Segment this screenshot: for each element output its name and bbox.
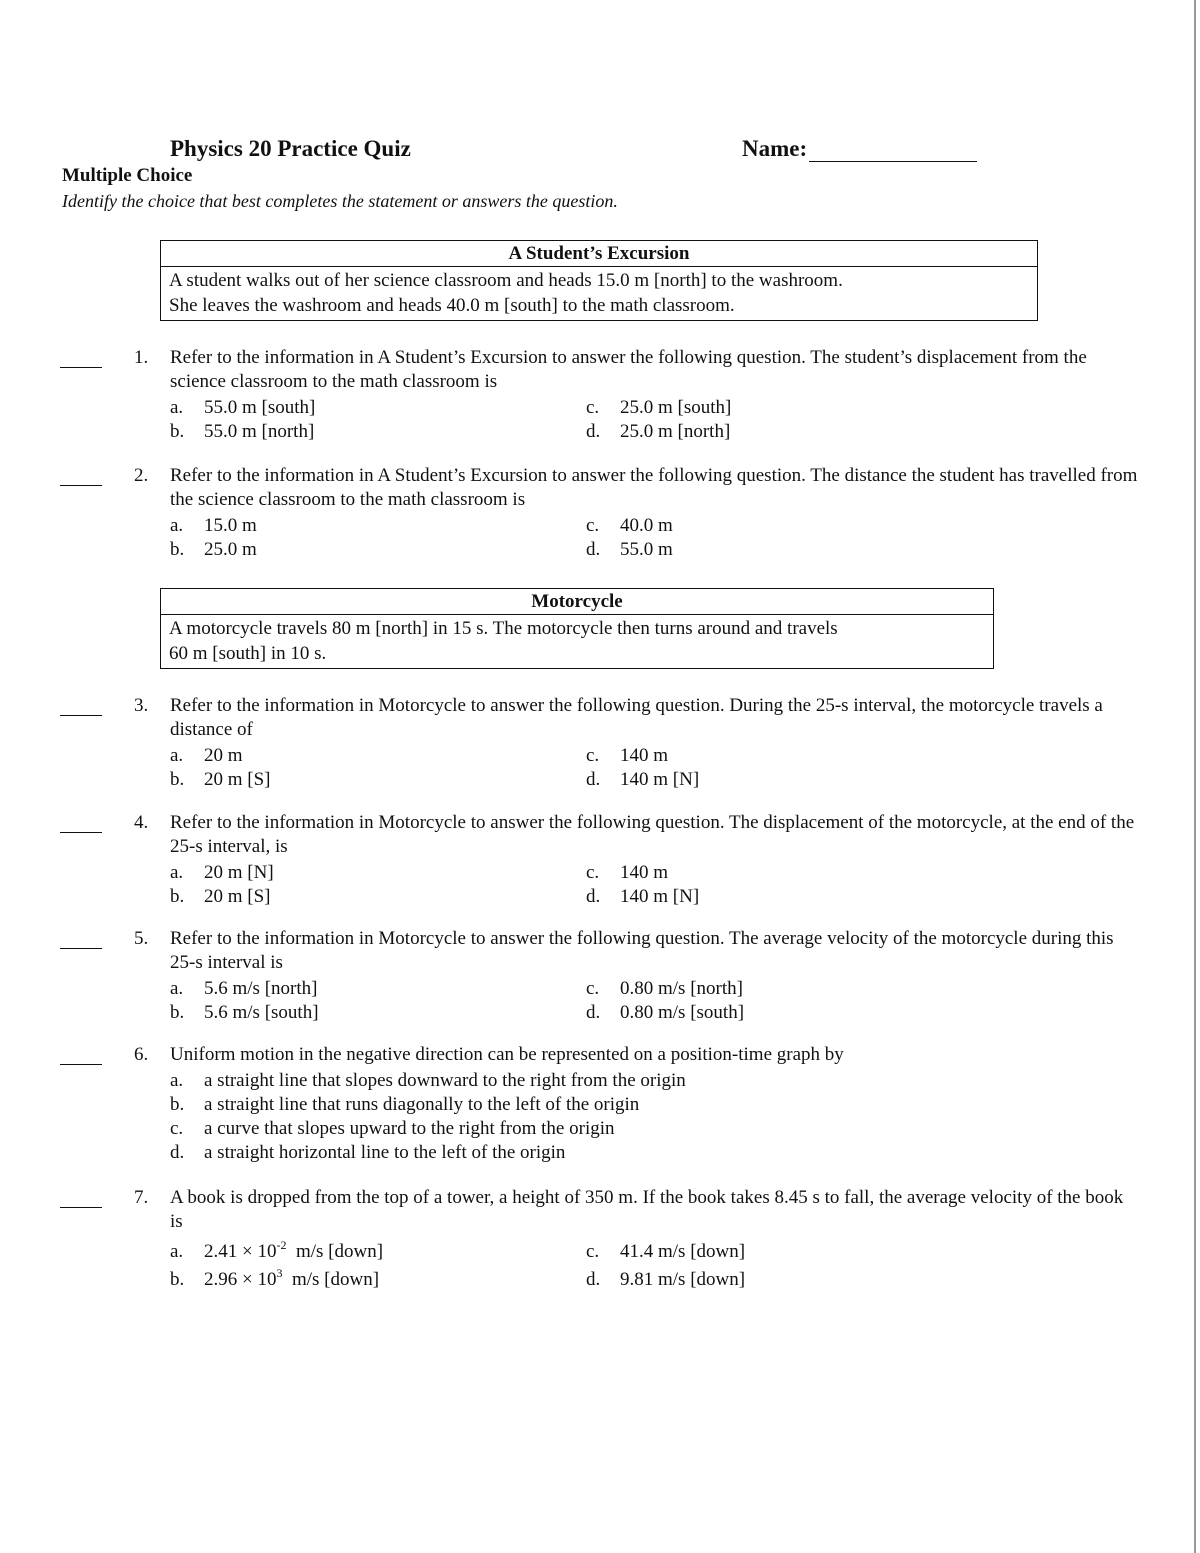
question-number: 5.: [134, 928, 149, 949]
name-field: [742, 136, 977, 162]
answer-blank[interactable]: [60, 367, 102, 368]
section-heading: Multiple Choice: [62, 165, 193, 186]
option-d[interactable]: d. 25.0 m [north]: [586, 421, 731, 442]
excursion-title: A Student’s Excursion: [161, 241, 1037, 267]
question-number: 1.: [134, 347, 149, 368]
instructions: Identify the choice that best completes the statement or answers the question.: [62, 191, 618, 211]
question-stem: Refer to the information in Motorcycle to answer the following question. During the 25-s interval, the motorcycle travels a distance of: [170, 695, 1103, 740]
option-c[interactable]: c. 25.0 m [south]: [586, 397, 732, 418]
question-number: 4.: [134, 812, 149, 833]
excursion-line-1: A student walks out of her science classroom and heads 15.0 m [north] to the washroom.: [169, 270, 843, 291]
option-c[interactable]: c. a curve that slopes upward to the right from the origin: [170, 1118, 615, 1139]
option-a[interactable]: a. 5.6 m/s [north]: [170, 978, 318, 999]
question-stem: Refer to the information in Motorcycle to answer the following question. The average velocity of the motorcycle during this 25-s interval is: [170, 928, 1114, 973]
motorcycle-line-1: A motorcycle travels 80 m [north] in 15 s. The motorcycle then turns around and travels: [169, 618, 838, 639]
question-stem: Refer to the information in A Student’s Excursion to answer the following question. The student’s displacement from the science classroom to the math classroom is: [170, 347, 1087, 392]
option-b[interactable]: b. 5.6 m/s [south]: [170, 1002, 319, 1023]
option-c[interactable]: c. 41.4 m/s [down]: [586, 1241, 746, 1262]
answer-blank[interactable]: [60, 1064, 102, 1065]
name-label: Name:: [742, 136, 808, 161]
excursion-line-2: She leaves the washroom and heads 40.0 m [south] to the math classroom.: [169, 295, 735, 316]
option-c[interactable]: c. 40.0 m: [586, 515, 673, 536]
option-a[interactable]: a. 20 m [N]: [170, 862, 274, 883]
question-stem: A book is dropped from the top of a tower, a height of 350 m. If the book takes 8.45 s to fall, the average velocity of the book is: [170, 1187, 1124, 1232]
option-a[interactable]: a. 20 m: [170, 745, 243, 766]
option-a[interactable]: a. 55.0 m [south]: [170, 397, 316, 418]
option-b[interactable]: b. 55.0 m [north]: [170, 421, 315, 442]
option-b[interactable]: b. 25.0 m: [170, 539, 257, 560]
answer-blank[interactable]: [60, 485, 102, 486]
option-c[interactable]: c. 140 m: [586, 745, 669, 766]
question-stem: Refer to the information in Motorcycle to answer the following question. The displacement of the motorcycle, at the end of the 25-s interval, is: [170, 812, 1135, 857]
question-number: 2.: [134, 465, 149, 486]
answer-blank[interactable]: [60, 1207, 102, 1208]
option-c[interactable]: c. 140 m: [586, 862, 669, 883]
option-d[interactable]: d. 140 m [N]: [586, 886, 700, 907]
excursion-infobox: [160, 240, 1038, 321]
page-title: Physics 20 Practice Quiz: [170, 136, 411, 161]
option-b[interactable]: b. $2.96 \times 10^3$ m/s [down]: [170, 1266, 380, 1290]
option-a[interactable]: a. a straight line that slopes downward to the right from the origin: [170, 1070, 686, 1091]
question-number: 3.: [134, 695, 149, 716]
option-d[interactable]: d. 0.80 m/s [south]: [586, 1002, 745, 1023]
question-stem: Refer to the information in A Student’s Excursion to answer the following question. The distance the student has travelled from the science classroom to the math classroom is: [170, 465, 1138, 510]
option-b[interactable]: b. 20 m [S]: [170, 886, 271, 907]
option-b[interactable]: b. a straight line that runs diagonally to the left of the origin: [170, 1094, 640, 1115]
answer-blank[interactable]: [60, 832, 102, 833]
answer-blank[interactable]: [60, 948, 102, 949]
page-edge: [1194, 0, 1196, 1553]
option-d[interactable]: d. 55.0 m: [586, 539, 673, 560]
option-c[interactable]: c. 0.80 m/s [north]: [586, 978, 743, 999]
option-a[interactable]: a. 15.0 m: [170, 515, 257, 536]
question-number: 7.: [134, 1187, 149, 1208]
option-a[interactable]: a. $2.41 \times 10^{-2}$ m/s [down]: [170, 1238, 384, 1262]
motorcycle-title: Motorcycle: [161, 589, 993, 615]
motorcycle-infobox: [160, 588, 994, 669]
option-b[interactable]: b. 20 m [S]: [170, 769, 271, 790]
question-stem: Uniform motion in the negative direction can be represented on a position-time graph by: [170, 1044, 844, 1065]
option-d[interactable]: d. a straight horizontal line to the left of the origin: [170, 1142, 566, 1163]
name-blank[interactable]: [809, 141, 977, 162]
question-number: 6.: [134, 1044, 149, 1065]
option-d[interactable]: d. 140 m [N]: [586, 769, 700, 790]
answer-blank[interactable]: [60, 715, 102, 716]
motorcycle-line-2: 60 m [south] in 10 s.: [169, 643, 327, 664]
option-d[interactable]: d. 9.81 m/s [down]: [586, 1269, 746, 1290]
